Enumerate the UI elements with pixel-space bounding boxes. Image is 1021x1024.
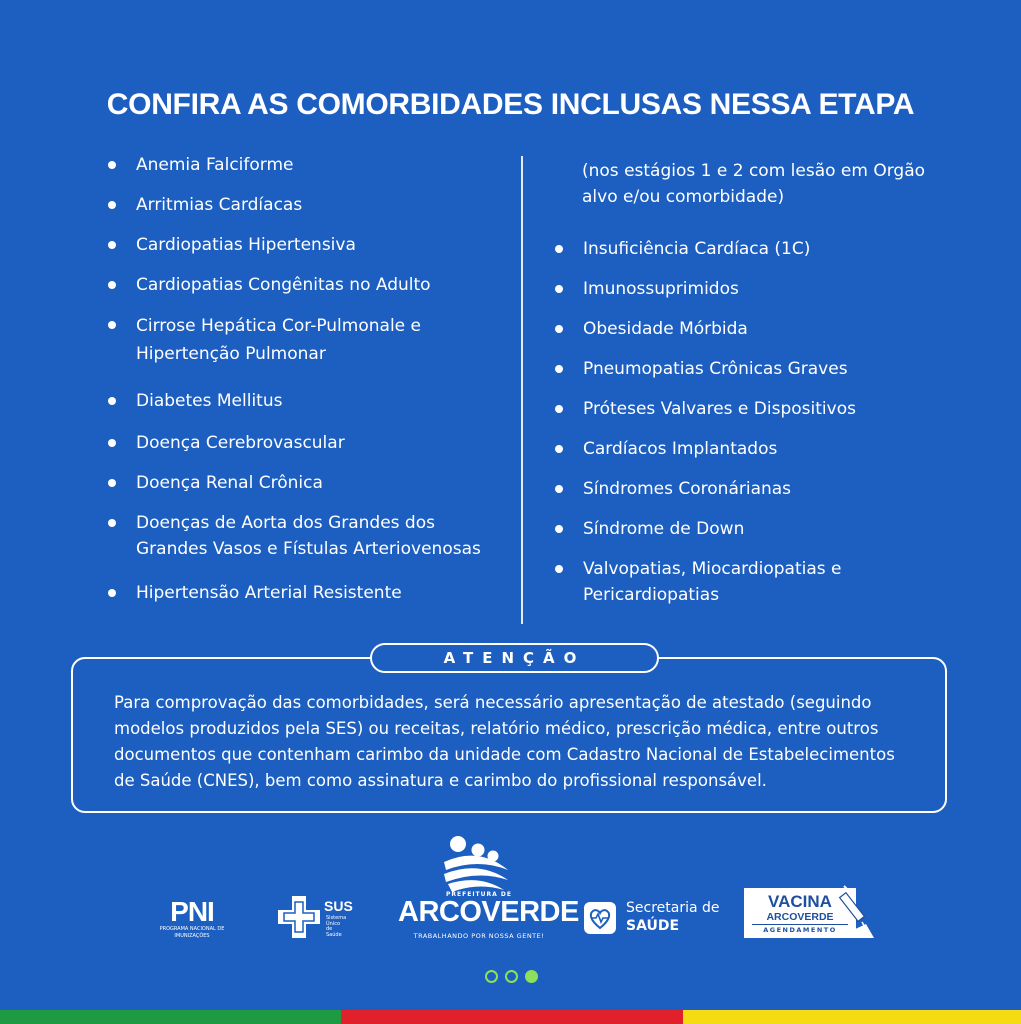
secretaria-line1: Secretaria de <box>626 900 720 916</box>
list-item <box>555 276 975 302</box>
list-item-label: Diabetes Mellitus <box>136 391 283 411</box>
bullet-icon <box>108 479 116 487</box>
list-item-label: Cardiopatias Hipertensiva <box>136 235 356 255</box>
pni-logo-name: PNI <box>170 896 214 927</box>
list-item <box>555 396 975 422</box>
list-item-label: Cardíacos Implantados <box>583 439 778 459</box>
list-item-label: Doenças de Aorta dos Grandes dos Grandes Vasos e Fístulas Arteriovenosas <box>136 513 481 559</box>
bullet-icon <box>555 365 563 373</box>
hypertension-note: (nos estágios 1 e 2 com lesão em Orgão alvo e/ou comorbidade) <box>582 161 926 207</box>
bullet-icon <box>555 445 563 453</box>
bullet-icon <box>555 525 563 533</box>
sus-logo-name: SUS <box>324 898 353 914</box>
column-divider <box>521 156 523 624</box>
sus-logo-subtitle: Sistema Único de Saúde <box>326 915 347 938</box>
list-item-label: Valvopatias, Miocardiopatias e Pericardiopatias <box>583 559 842 605</box>
list-item <box>108 510 506 562</box>
attention-text: Para comprovação das comorbidades, será necessário apresentação de atestado (seguindo modelos produzidos pela SES) ou receitas, relatório médico, prescrição médica, entre outros documentos que contenham carimbo da unidade com Cadastro Nacional de Estabelecimentos de Saúde (CNES), bem como assinatura e carimbo do profissional responsável. <box>114 693 895 790</box>
list-item <box>108 192 508 218</box>
list-item <box>555 516 975 542</box>
arcoverde-logo <box>398 836 579 946</box>
arcoverde-slogan: TRABALHANDO POR NOSSA GENTE! <box>413 932 545 940</box>
list-item <box>108 232 508 258</box>
pagination-dots <box>485 970 537 984</box>
list-item <box>555 316 975 342</box>
list-item <box>108 580 508 606</box>
pagination-dot-3[interactable] <box>525 970 538 983</box>
list-item <box>108 272 508 298</box>
attention-label: ATENÇÃO <box>370 643 659 673</box>
list-item <box>555 356 975 382</box>
bullet-icon <box>555 285 563 293</box>
list-item <box>108 470 508 496</box>
bullet-icon <box>108 519 116 527</box>
vacina-line2: ARCOVERDE <box>766 911 834 923</box>
logo-bar <box>0 836 1021 946</box>
heart-pulse-icon <box>584 902 616 934</box>
pni-logo-subtitle: PROGRAMA NACIONAL DE IMUNIZAÇÕES <box>159 926 225 939</box>
sus-logo <box>278 896 368 940</box>
list-item <box>108 430 508 456</box>
bullet-icon <box>108 161 116 169</box>
bullet-icon <box>108 589 116 597</box>
bullet-icon <box>555 565 563 573</box>
stripe-green <box>0 1010 341 1024</box>
list-item-label: Arritmias Cardíacas <box>136 195 303 215</box>
list-item-label: Imunossuprimidos <box>583 279 739 299</box>
stripe-yellow <box>683 1010 1021 1024</box>
list-item-label: Pneumopatias Crônicas Graves <box>583 359 848 379</box>
list-item <box>555 436 975 462</box>
arcoverde-prefix: PREFEITURA DE <box>446 891 512 898</box>
secretaria-line2: SAÚDE <box>626 918 680 934</box>
vacina-line3: AGENDAMENTO <box>752 924 848 935</box>
syringe-icon <box>836 884 876 940</box>
bullet-icon <box>108 201 116 209</box>
pagination-dot-2[interactable] <box>505 970 518 983</box>
comorbidities-list-left <box>108 152 508 620</box>
list-item-label: Anemia Falciforme <box>136 155 294 175</box>
list-item <box>108 312 456 368</box>
bullet-icon <box>108 281 116 289</box>
bullet-icon <box>555 325 563 333</box>
bullet-icon <box>108 321 116 329</box>
list-item-label: Próteses Valvares e Dispositivos <box>583 399 856 419</box>
list-item-label: Síndromes Coronárianas <box>583 479 792 499</box>
vacina-line1: VACINA <box>768 892 832 911</box>
pni-logo <box>144 898 240 940</box>
stripe-red <box>341 1010 683 1024</box>
page-title: CONFIRA AS COMORBIDADES INCLUSAS NESSA ETAPA <box>106 88 915 121</box>
list-item-label: Obesidade Mórbida <box>583 319 748 339</box>
bullet-icon <box>555 405 563 413</box>
list-item-label: Cirrose Hepática Cor-Pulmonale e Hipertenção Pulmonar <box>136 316 421 364</box>
comorbidities-list-right <box>555 236 975 622</box>
list-item <box>555 236 975 262</box>
list-item <box>108 388 508 414</box>
list-item <box>555 556 883 608</box>
list-item-label: Síndrome de Down <box>583 519 745 539</box>
pagination-dot-1[interactable] <box>485 970 498 983</box>
vacina-arcoverde-logo <box>744 884 876 940</box>
bullet-icon <box>555 485 563 493</box>
arcoverde-name: ARCOVERDE <box>398 896 579 928</box>
list-item-label: Hipertensão Arterial Resistente <box>136 583 402 603</box>
list-item <box>555 476 975 502</box>
list-item-label: Doença Cerebrovascular <box>136 433 345 453</box>
list-item-label: Cardiopatias Congênitas no Adulto <box>136 275 431 295</box>
bullet-icon <box>108 241 116 249</box>
secretaria-saude-logo <box>584 898 724 938</box>
bullet-icon <box>108 439 116 447</box>
bullet-icon <box>108 397 116 405</box>
sus-cross-icon <box>278 896 320 938</box>
list-item <box>108 152 508 178</box>
list-item-label: Doença Renal Crônica <box>136 473 323 493</box>
arcoverde-emblem-icon <box>398 836 560 892</box>
list-item-label: Insuficiência Cardíaca (1C) <box>583 239 811 259</box>
bullet-icon <box>555 245 563 253</box>
